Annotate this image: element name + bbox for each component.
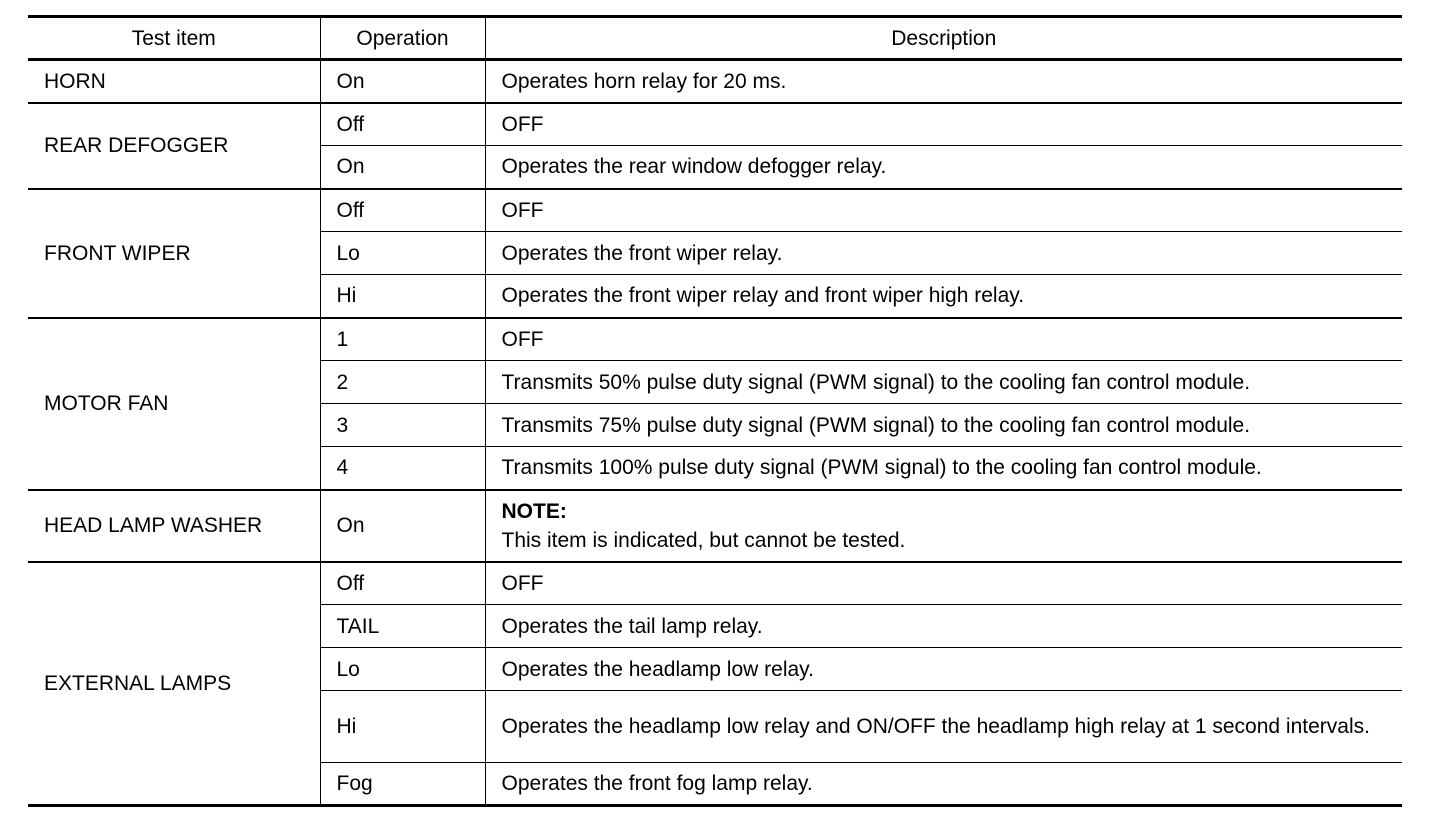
table-row: [28, 60, 1402, 103]
description-cell: Operates the tail lamp relay.: [485, 605, 1402, 648]
description-cell: Operates the front wiper relay.: [485, 232, 1402, 275]
operation-cell: On: [320, 146, 485, 189]
description-cell: [485, 490, 1402, 562]
test-item-head-lamp-washer: HEAD LAMP WASHER: [28, 490, 320, 562]
table-row: [28, 490, 1402, 562]
description-cell: OFF: [485, 103, 1402, 146]
operation-cell: Lo: [320, 648, 485, 691]
description-cell: Operates the front wiper relay and front wiper high relay.: [485, 275, 1402, 318]
description-cell: OFF: [485, 318, 1402, 361]
test-item-motor-fan: MOTOR FAN: [28, 318, 320, 490]
operation-cell: Lo: [320, 232, 485, 275]
operation-cell: Hi: [320, 691, 485, 763]
operation-cell: 1: [320, 318, 485, 361]
description-cell: OFF: [485, 562, 1402, 605]
operation-cell: Off: [320, 103, 485, 146]
operation-cell: TAIL: [320, 605, 485, 648]
table-row: [28, 562, 1402, 605]
table-header-row: [28, 17, 1402, 60]
description-cell: Transmits 50% pulse duty signal (PWM signal) to the cooling fan control module.: [485, 361, 1402, 404]
test-item-horn: HORN: [28, 60, 320, 103]
test-item-external-lamps: EXTERNAL LAMPS: [28, 562, 320, 806]
table-row: [28, 103, 1402, 146]
description-cell: Operates horn relay for 20 ms.: [485, 60, 1402, 103]
operation-cell: 2: [320, 361, 485, 404]
description-cell: Operates the headlamp low relay.: [485, 648, 1402, 691]
header-operation: Operation: [320, 17, 485, 60]
test-item-rear-defogger: REAR DEFOGGER: [28, 103, 320, 189]
operation-cell: On: [320, 490, 485, 562]
header-test-item: Test item: [28, 17, 320, 60]
description-cell: Operates the front fog lamp relay.: [485, 763, 1402, 806]
table-row: [28, 189, 1402, 232]
operation-cell: Off: [320, 189, 485, 232]
active-test-table: [28, 15, 1402, 807]
header-description: Description: [485, 17, 1402, 60]
description-cell: Operates the headlamp low relay and ON/OFF the headlamp high relay at 1 second intervals.: [485, 691, 1402, 763]
test-item-front-wiper: FRONT WIPER: [28, 189, 320, 318]
table-row: [28, 318, 1402, 361]
note-text: This item is indicated, but cannot be tested.: [501, 528, 906, 552]
operation-cell: Fog: [320, 763, 485, 806]
description-cell: OFF: [485, 189, 1402, 232]
description-cell: Operates the rear window defogger relay.: [485, 146, 1402, 189]
note-label: NOTE:: [501, 499, 567, 523]
description-cell: Transmits 75% pulse duty signal (PWM signal) to the cooling fan control module.: [485, 404, 1402, 447]
operation-cell: Hi: [320, 275, 485, 318]
operation-cell: 4: [320, 447, 485, 490]
operation-cell: On: [320, 60, 485, 103]
operation-cell: Off: [320, 562, 485, 605]
operation-cell: 3: [320, 404, 485, 447]
description-cell: Transmits 100% pulse duty signal (PWM signal) to the cooling fan control module.: [485, 447, 1402, 490]
